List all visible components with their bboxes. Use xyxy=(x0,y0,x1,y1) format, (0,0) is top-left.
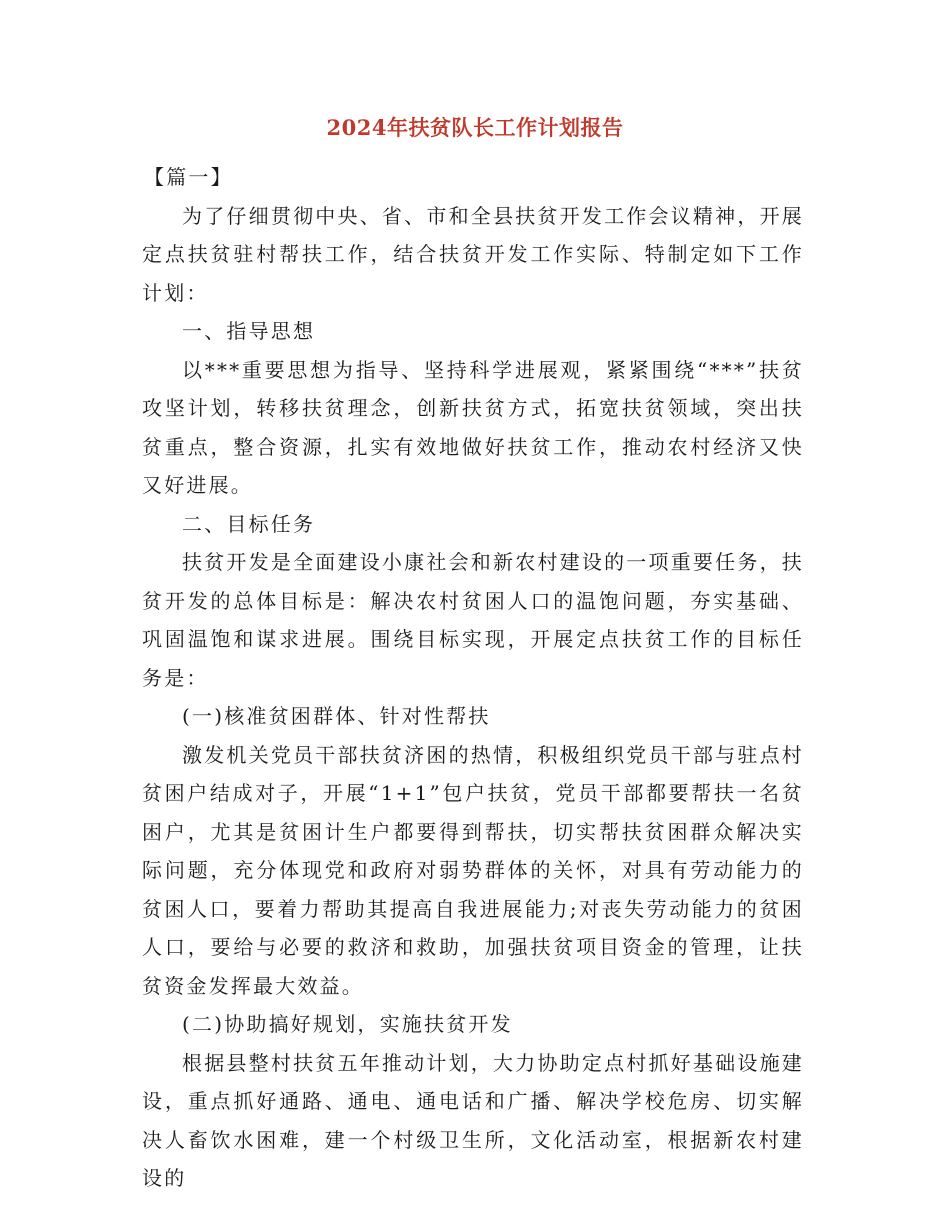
paragraph-target-groups: 激发机关党员干部扶贫济困的热情，积极组织党员干部与驻点村贫困户结成对子，开展“1+1”包户扶贫，党员干部都要帮扶一名贫困户，尤其是贫困计生户都要得到帮扶，切实帮扶贫困群众解决实际问题，充分体现党和政府对弱势群体的关怀，对具有劳动能力的贫困人口，要着力帮助其提高自我进展能力;对丧失劳动能力的贫困人口，要给与必要的救济和救助，加强扶贫项目资金的管理，让扶贫资金发挥最大效益。 xyxy=(142,742,804,998)
subheading-target-groups: (一)核准贫困群体、针对性帮扶 xyxy=(182,704,491,728)
paragraph-planning: 根据县整村扶贫五年推动计划，大力协助定点村抓好基础设施建设，重点抓好通路、通电、通电话和广播、解决学校危房、切实解决人畜饮水困难，建一个村级卫生所，文化活动室，根据新农村建设的 xyxy=(142,1050,804,1190)
heading-guiding-thought: 一、指导思想 xyxy=(182,319,316,343)
paragraph-goals-tasks: 扶贫开发是全面建设小康社会和新农村建设的一项重要任务，扶贫开发的总体目标是：解决农村贫困人口的温饱问题，夯实基础、巩固温饱和谋求进展。围绕目标实现，开展定点扶贫工作的目标任务是： xyxy=(142,550,804,690)
document-title: 2024年扶贫队长工作计划报告 xyxy=(326,115,624,140)
paragraph-guiding-thought: 以***重要思想为指导、坚持科学进展观，紧紧围绕“***”扶贫攻坚计划，转移扶贫理念，创新扶贫方式，拓宽扶贫领域，突出扶贫重点，整合资源，扎实有效地做好扶贫工作，推动农村经济又快又好进展。 xyxy=(142,357,804,497)
subheading-planning: (二)协助搞好规划，实施扶贫开发 xyxy=(182,1012,513,1036)
heading-goals-tasks: 二、目标任务 xyxy=(182,511,316,536)
section-label: 【篇一】 xyxy=(144,165,233,189)
paragraph-intro: 为了仔细贯彻中央、省、市和全县扶贫开发工作会议精神，开展定点扶贫驻村帮扶工作，结合扶贫开发工作实际、特制定如下工作计划： xyxy=(142,203,804,305)
document-body xyxy=(142,158,804,1198)
